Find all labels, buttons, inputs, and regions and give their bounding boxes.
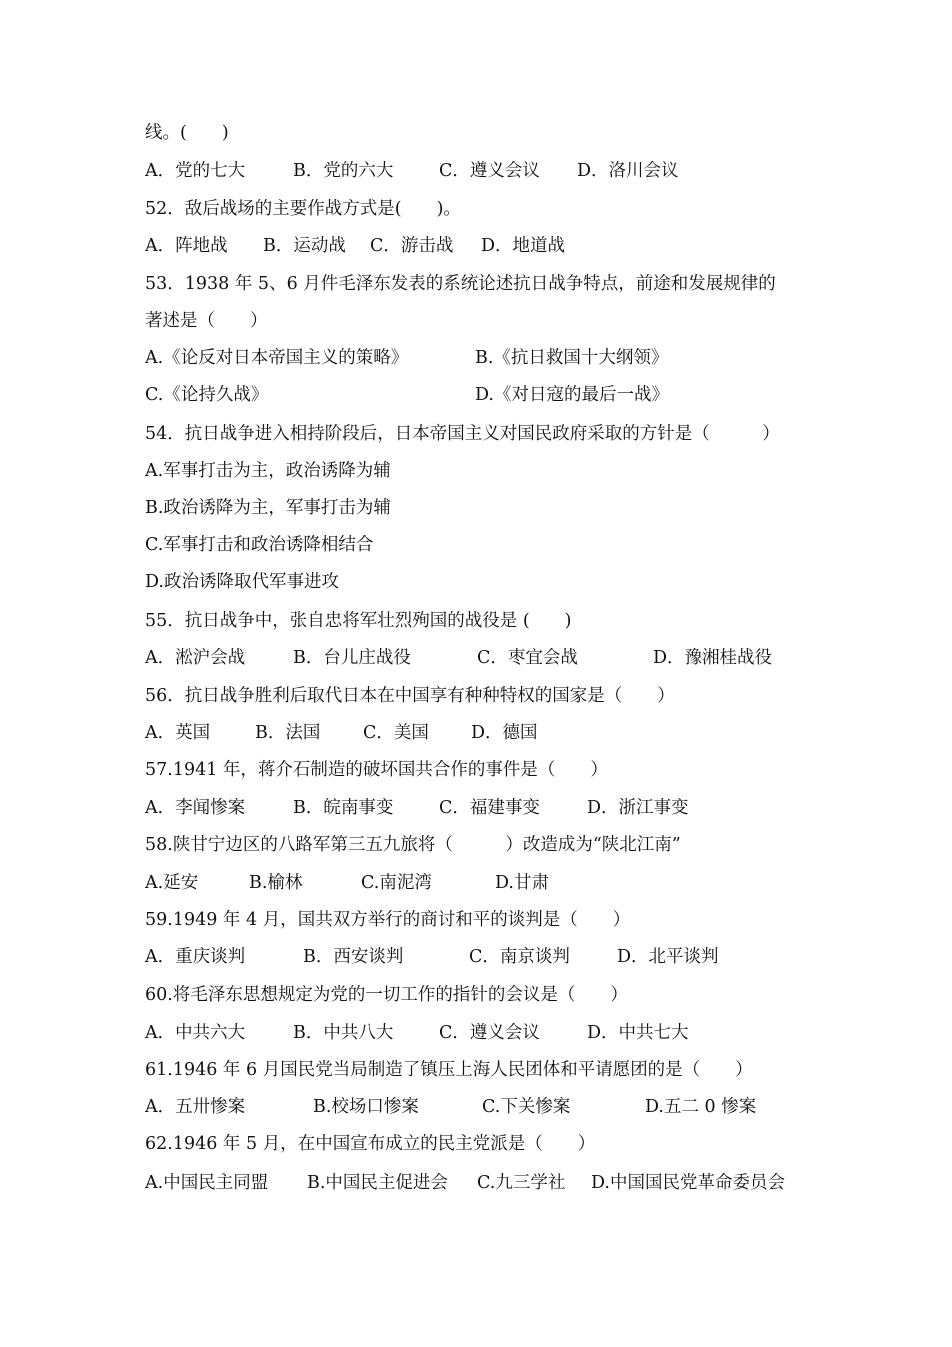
q61-option-b: B.校场口惨案 xyxy=(313,1097,419,1117)
q56-stem: 56．抗日战争胜利后取代日本在中国享有种种特权的国家是（ ） xyxy=(145,686,675,706)
q55-option-d: D．豫湘桂战役 xyxy=(653,648,773,668)
q52-option-a: A．阵地战 xyxy=(145,236,228,256)
q53-option-b: B.《抗日救国十大纲领》 xyxy=(475,348,669,368)
q55-option-a: A．淞沪会战 xyxy=(145,648,246,668)
q53-stem-line1: 53．1938 年 5、6 月件毛泽东发表的系统论述抗日战争特点，前途和发展规律的 xyxy=(145,274,776,294)
q59-option-a: A．重庆谈判 xyxy=(145,947,246,967)
q60-option-d: D．中共七大 xyxy=(587,1023,689,1043)
q58-option-a: A.延安 xyxy=(145,873,199,893)
q59-option-d: D．北平谈判 xyxy=(617,947,719,967)
q58-option-c: C.南泥湾 xyxy=(361,873,432,893)
q62-option-a: A.中国民主同盟 xyxy=(145,1173,269,1193)
q53-option-a: A.《论反对日本帝国主义的策略》 xyxy=(145,348,409,368)
q53-options-row1 xyxy=(145,346,825,370)
q55-stem: 55．抗日战争中，张自忠将军壮烈殉国的战役是 ( ) xyxy=(145,611,572,631)
q51-option-d: D．洛川会议 xyxy=(577,161,679,181)
q57-stem: 57.1941 年，蒋介石制造的破坏国共合作的事件是（ ） xyxy=(145,760,608,780)
q62-options xyxy=(145,1171,825,1195)
q52-stem: 52．敌后战场的主要作战方式是( )。 xyxy=(145,199,461,219)
q58-option-b: B.榆林 xyxy=(249,873,303,893)
q55-option-c: C．枣宜会战 xyxy=(477,648,578,668)
q62-option-b: B.中国民主促进会 xyxy=(307,1173,448,1193)
q56-option-a: A．英国 xyxy=(145,723,211,743)
q56-option-c: C．美国 xyxy=(363,723,429,743)
q58-stem: 58.陕甘宁边区的八路军第三五九旅将（ ）改造成为“陕北江南” xyxy=(145,835,681,855)
q60-option-b: B．中共八大 xyxy=(293,1023,394,1043)
q61-option-d: D.五二 0 惨案 xyxy=(645,1097,757,1117)
q60-option-c: C．遵义会议 xyxy=(439,1023,540,1043)
q59-option-b: B．西安谈判 xyxy=(303,947,404,967)
q60-option-a: A．中共六大 xyxy=(145,1023,246,1043)
q51-option-a: A．党的七大 xyxy=(145,161,246,181)
q62-stem: 62.1946 年 5 月，在中国宣布成立的民主党派是（ ） xyxy=(145,1134,596,1154)
q61-option-c: C.下关惨案 xyxy=(482,1097,571,1117)
q54-option-a: A.军事打击为主，政治诱降为辅 xyxy=(145,461,391,481)
q51-stem-tail: 线。( ) xyxy=(145,123,229,143)
q56-option-b: B．法国 xyxy=(255,723,321,743)
q56-option-d: D．德国 xyxy=(471,723,538,743)
q53-options-row2 xyxy=(145,383,825,407)
q61-options xyxy=(145,1095,825,1119)
q51-options xyxy=(145,159,825,183)
q53-option-c: C.《论持久战》 xyxy=(145,385,269,405)
q54-stem: 54．抗日战争进入相持阶段后，日本帝国主义对国民政府采取的方针是（ ） xyxy=(145,424,780,444)
q57-options xyxy=(145,796,825,820)
q62-option-d: D.中国国民党革命委员会 xyxy=(591,1173,785,1193)
q52-option-d: D．地道战 xyxy=(481,236,566,256)
q62-option-c: C.九三学社 xyxy=(477,1173,566,1193)
q59-options xyxy=(145,945,825,969)
q54-option-c: C.军事打击和政治诱降相结合 xyxy=(145,535,374,555)
q58-option-d: D.甘肃 xyxy=(495,873,549,893)
q61-option-a: A．五卅惨案 xyxy=(145,1097,246,1117)
q54-option-b: B.政治诱降为主，军事打击为辅 xyxy=(145,498,391,518)
q51-option-b: B．党的六大 xyxy=(293,161,394,181)
q61-stem: 61.1946 年 6 月国民党当局制造了镇压上海人民团体和平请愿团的是（ ） xyxy=(145,1060,753,1080)
q52-option-c: C．游击战 xyxy=(370,236,454,256)
q57-option-d: D．浙江事变 xyxy=(587,798,689,818)
q59-option-c: C．南京谈判 xyxy=(469,947,570,967)
q53-stem-line2: 著述是（ ） xyxy=(145,311,268,331)
q57-option-c: C．福建事变 xyxy=(439,798,540,818)
q55-options xyxy=(145,646,825,670)
q57-option-a: A．李闻惨案 xyxy=(145,798,246,818)
q57-option-b: B．皖南事变 xyxy=(293,798,394,818)
q53-option-d: D.《对日寇的最后一战》 xyxy=(475,385,669,405)
q52-option-b: B．运动战 xyxy=(263,236,346,256)
q58-options xyxy=(145,871,825,895)
q60-options xyxy=(145,1021,825,1045)
q54-option-d: D.政治诱降取代军事进攻 xyxy=(145,572,339,592)
q55-option-b: B．台儿庄战役 xyxy=(293,648,411,668)
q60-stem: 60.将毛泽东思想规定为党的一切工作的指针的会议是（ ） xyxy=(145,985,628,1005)
q51-option-c: C．遵义会议 xyxy=(439,161,540,181)
q56-options xyxy=(145,721,825,745)
q59-stem: 59.1949 年 4 月，国共双方举行的商讨和平的谈判是（ ） xyxy=(145,910,631,930)
q52-options xyxy=(145,234,825,258)
